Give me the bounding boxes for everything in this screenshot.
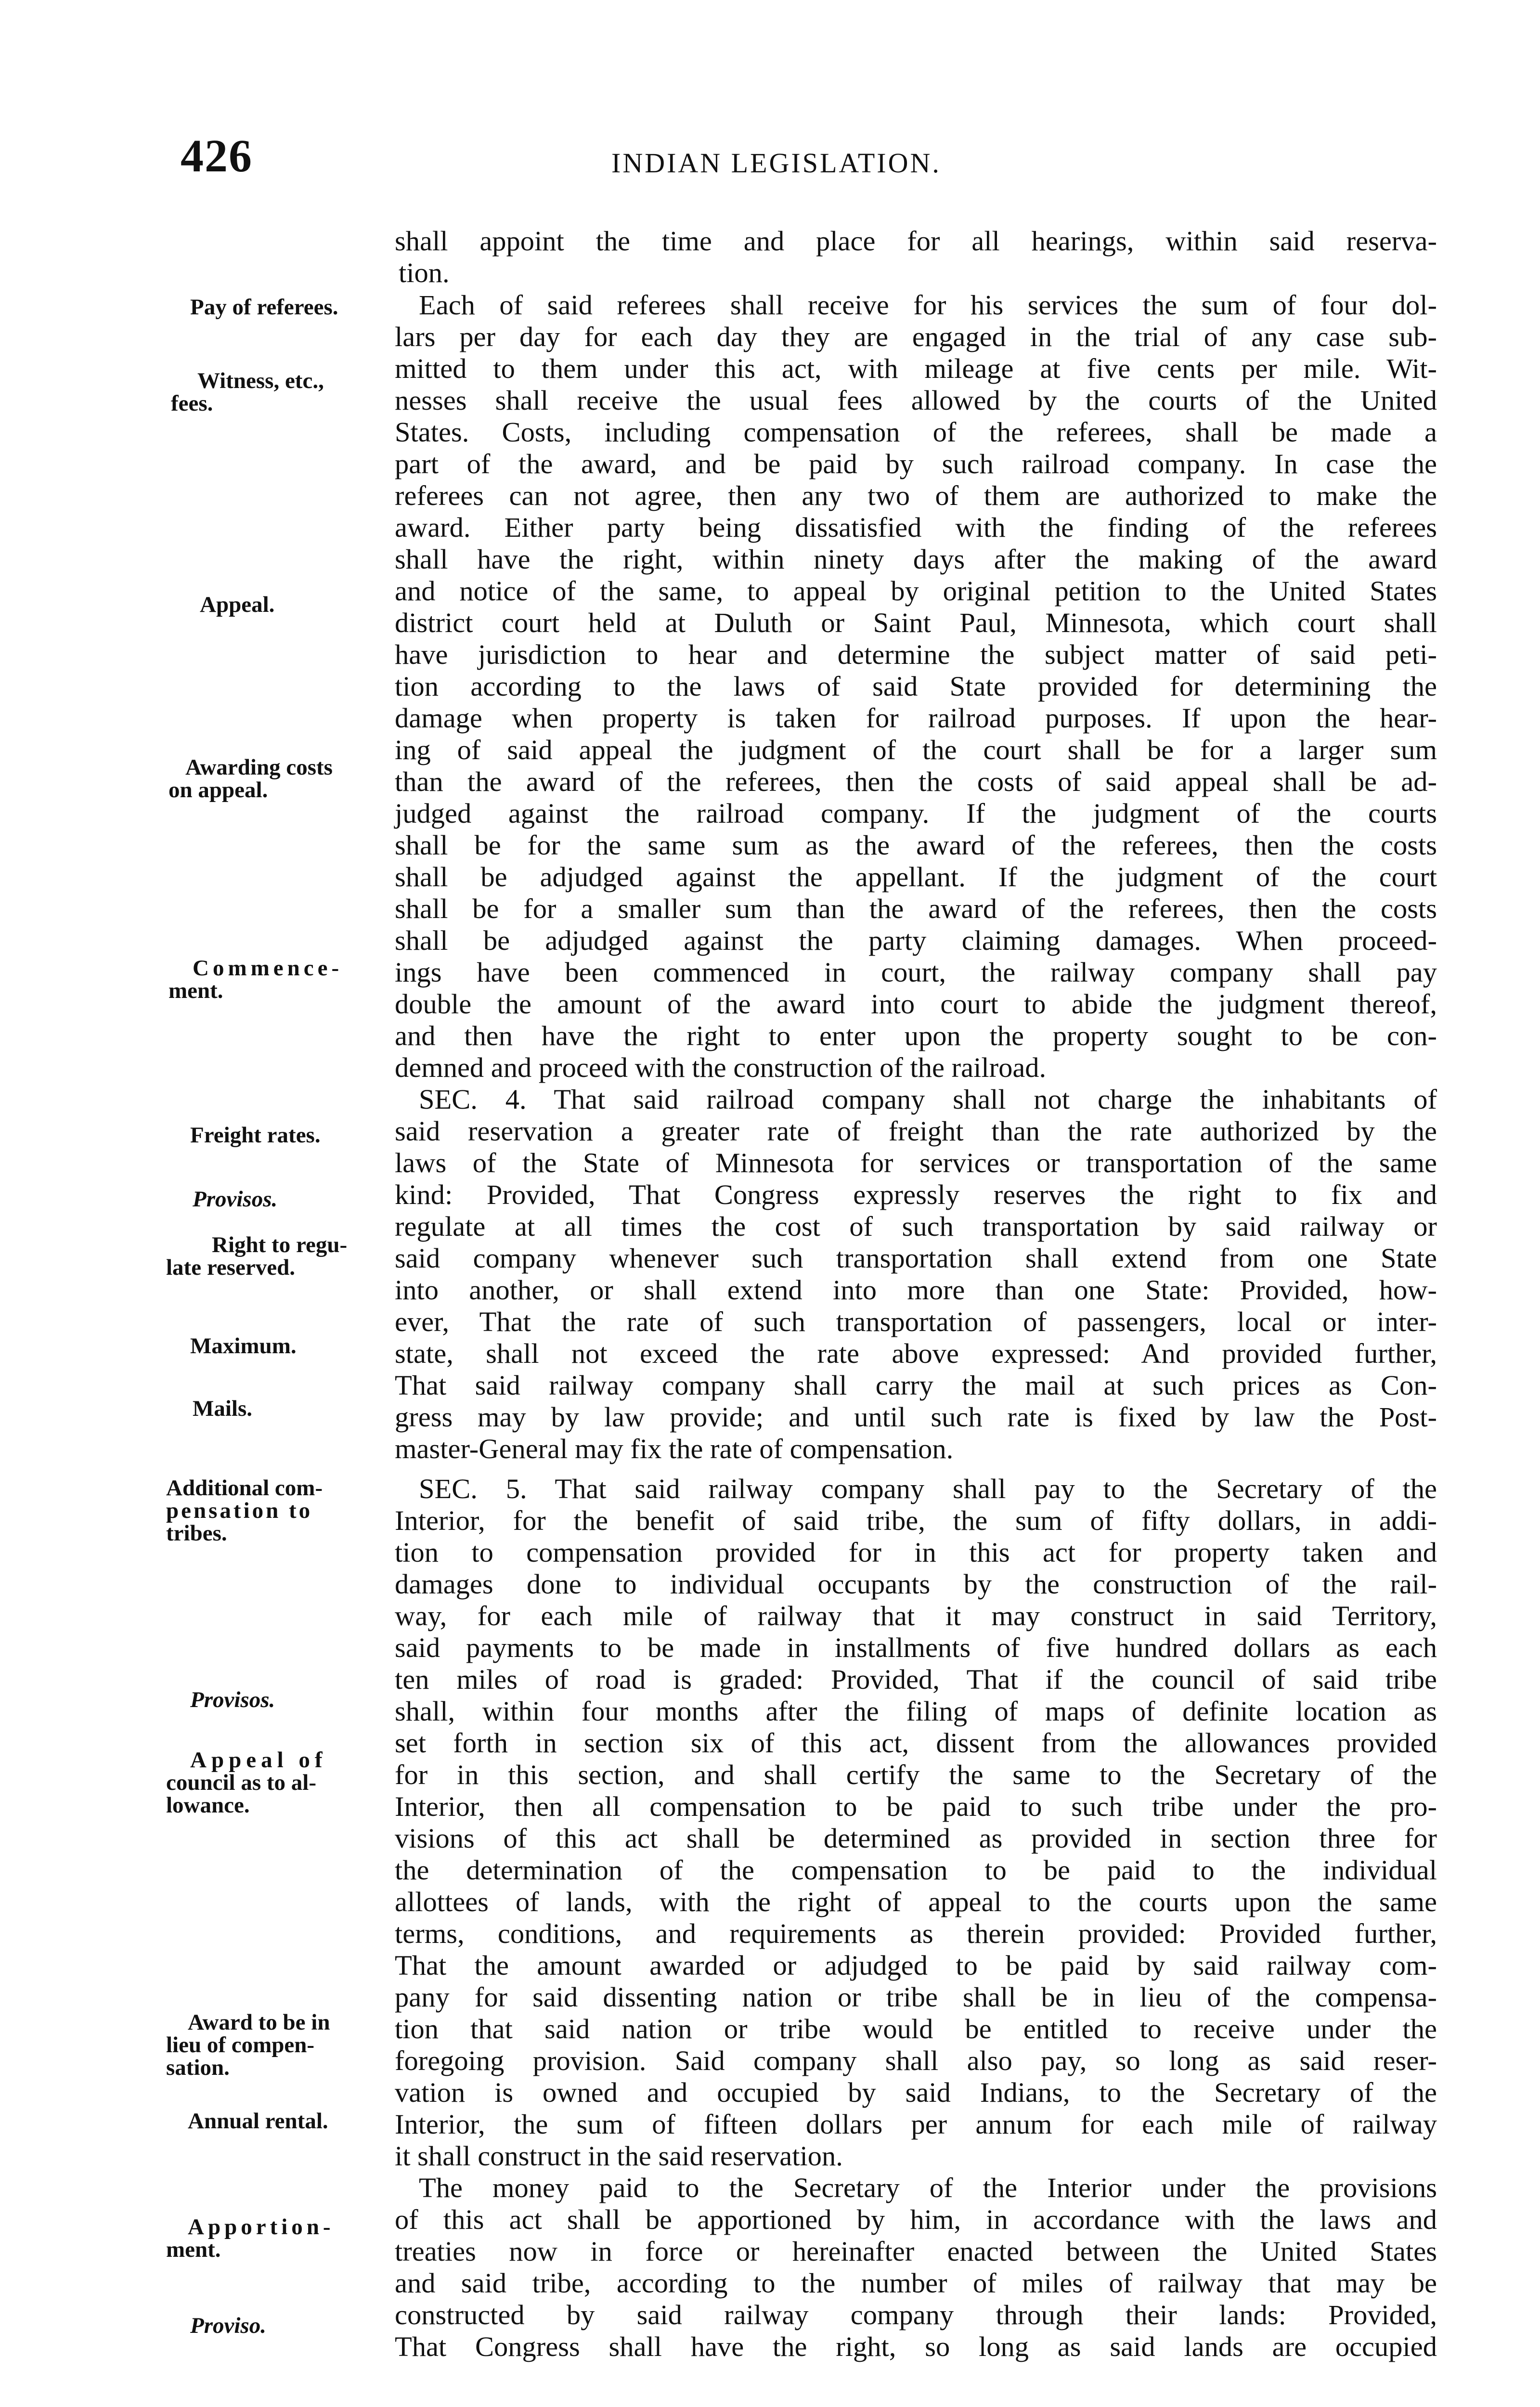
text-line: shall have the right, within ninety days after the making of the award [395,544,1437,575]
text-line: pany for said dissenting nation or tribe shall be in lieu of the compensa- [395,1981,1437,2013]
margin-note-awarding-costs-2: on appeal. [168,777,268,802]
text-line: That said railway company shall carry the mail at such prices as Con- [395,1370,1437,1401]
text-line: laws of the State of Minnesota for services or transportation of the same [395,1147,1437,1178]
margin-note-proviso: Proviso. [190,2313,266,2338]
text-line: vation is owned and occupied by said Indians, to the Secretary of the [395,2077,1437,2108]
text-line: state, shall not exceed the rate above expressed: And provided further, [395,1338,1437,1369]
margin-note-right-to-regulate-1: Right to regu- [212,1232,348,1257]
margin-note-commencement-1: Commence- [193,956,343,981]
text-line: said company whenever such transportation shall extend from one State [395,1242,1437,1274]
text-line: demned and proceed with the construction of the railroad. [395,1052,1047,1083]
text-line: tion according to the laws of said State provided for determining the [395,671,1437,702]
text-line: ing of said appeal the judgment of the court shall be for a larger sum [395,734,1437,765]
text-line: Interior, for the benefit of said tribe, the sum of fifty dollars, in addi- [395,1505,1437,1536]
text-line: foregoing provision. Said company shall also pay, so long as said reser- [395,2045,1437,2076]
text-line: kind: Provided, That Congress expressly reserves the right to fix and [395,1179,1437,1210]
text-line: than the award of the referees, then the costs of said appeal shall be ad- [395,766,1437,797]
text-line: visions of this act shall be determined as provided in section three for [395,1823,1437,1854]
text-line: tion to compensation provided for in this act for property taken and [395,1537,1437,1568]
margin-note-provisos-2: Provisos. [190,1687,275,1712]
text-line: That the amount awarded or adjudged to be paid by said railway com- [395,1950,1437,1981]
margin-note-pay-of-referees: Pay of referees. [190,295,338,320]
margin-note-appeal-of-council-3: lowance. [166,1793,250,1818]
text-line: double the amount of the award into court to abide the judgment thereof, [395,988,1437,1020]
margin-note-maximum: Maximum. [190,1333,297,1359]
text-line: treaties now in force or hereinafter enacted between the United States [395,2236,1437,2267]
margin-note-award-in-lieu-2: lieu of compen- [166,2032,315,2058]
text-line: it shall construct in the said reservation. [395,2140,843,2172]
text-line: shall be for a smaller sum than the award of the referees, then the costs [395,893,1437,924]
text-line: and notice of the same, to appeal by original petition to the United States [395,575,1437,607]
text-line: gress may by law provide; and until such rate is fixed by law the Post- [395,1401,1437,1433]
text-line: shall be adjudged against the party claiming damages. When proceed- [395,925,1437,956]
text-line: The money paid to the Secretary of the Interior under the provisions [419,2172,1437,2203]
text-line: ten miles of road is graded: Provided, That if the council of said tribe [395,1664,1437,1695]
margin-note-provisos-1: Provisos. [193,1187,278,1212]
text-line: ever, That the rate of such transportation of passengers, local or inter- [395,1306,1437,1337]
text-line: damages done to individual occupants by the construction of the rail- [395,1568,1437,1600]
margin-note-right-to-regulate-2: late reserved. [166,1255,295,1280]
margin-note-apportionment-2: ment. [166,2237,221,2262]
margin-note-appeal: Appeal. [200,592,275,617]
text-line: tion that said nation or tribe would be entitled to receive under the [395,2013,1437,2045]
text-line: Each of said referees shall receive for his services the sum of four dol- [419,289,1437,321]
page-number: 426 [181,130,253,181]
text-line: shall be adjudged against the appellant. If the judgment of the court [395,861,1437,893]
margin-note-award-in-lieu-3: sation. [166,2055,230,2080]
text-line: shall appoint the time and place for all hearings, within said reserva- [395,225,1437,257]
text-line: nesses shall receive the usual fees allowed by the courts of the United [395,385,1437,416]
text-line: damage when property is taken for railroad purposes. If upon the hear- [395,702,1437,734]
text-line: for in this section, and shall certify the same to the Secretary of the [395,1759,1437,1790]
text-line-sec-4: SEC. 4. That said railroad company shall not charge the inhabitants of [419,1084,1437,1115]
text-line: judged against the railroad company. If the judgment of the courts [395,798,1437,829]
text-line: ings have been commenced in court, the railway company shall pay [395,957,1437,988]
text-line: said reservation a greater rate of freight than the rate authorized by the [395,1115,1437,1147]
text-line: States. Costs, including compensation of the referees, shall be made a [395,416,1437,448]
margin-note-appeal-of-council-2: council as to al- [166,1770,317,1795]
text-line: into another, or shall extend into more than one State: Provided, how- [395,1274,1437,1306]
text-line: Interior, then all compensation to be paid to such tribe under the pro- [395,1791,1437,1822]
margin-note-witness-fees-1: Witness, etc., [197,368,324,393]
margin-note-witness-fees-2: fees. [171,391,213,416]
margin-note-annual-rental: Annual rental. [188,2109,328,2134]
margin-note-commencement-2: ment. [168,978,223,1003]
margin-note-additional-compensation-2: pensation to [166,1498,313,1523]
text-line: tion. [399,257,450,288]
text-line: referees can not agree, then any two of them are authorized to make the [395,480,1437,511]
text-line: of this act shall be apportioned by him, in accordance with the laws and [395,2204,1437,2235]
margin-note-apportionment-1: Apportion- [188,2214,335,2239]
text-line: shall be for the same sum as the award of the referees, then the costs [395,829,1437,861]
text-line: terms, conditions, and requirements as therein provided: Provided further, [395,1918,1437,1949]
text-line: district court held at Duluth or Saint Paul, Minnesota, which court shall [395,607,1437,638]
text-line: lars per day for each day they are engaged in the trial of any case sub- [395,321,1437,352]
text-line: mitted to them under this act, with mileage at five cents per mile. Wit- [395,353,1437,384]
text-line: the determination of the compensation to be paid to the individual [395,1854,1437,1886]
text-line: award. Either party being dissatisfied with the finding of the referees [395,512,1437,543]
text-line: master-General may fix the rate of compensation. [395,1433,954,1464]
text-line: shall, within four months after the filing of maps of definite location as [395,1695,1437,1727]
margin-note-appeal-of-council-1: Appeal of [190,1747,327,1773]
text-line: constructed by said railway company through their lands: Provided, [395,2299,1437,2330]
text-line: set forth in section six of this act, dissent from the allowances provided [395,1727,1437,1759]
margin-note-mails: Mails. [193,1396,253,1421]
text-line: allottees of lands, with the right of appeal to the courts upon the same [395,1886,1437,1917]
text-line: said payments to be made in installments of five hundred dollars as each [395,1632,1437,1663]
text-line: and then have the right to enter upon the property sought to be con- [395,1020,1437,1051]
margin-note-awarding-costs-1: Awarding costs [185,755,333,780]
margin-note-freight-rates: Freight rates. [190,1123,321,1148]
text-line-sec-5: SEC. 5. That said railway company shall pay to the Secretary of the [419,1473,1437,1504]
text-line: and said tribe, according to the number of miles of railway that may be [395,2267,1437,2299]
margin-note-award-in-lieu-1: Award to be in [188,2010,330,2035]
text-line: way, for each mile of railway that it may construct in said Territory, [395,1600,1437,1631]
margin-note-additional-compensation-3: tribes. [166,1521,227,1546]
running-head: INDIAN LEGISLATION. [611,147,941,179]
text-line: have jurisdiction to hear and determine the subject matter of said peti- [395,639,1437,670]
text-line: That Congress shall have the right, so long as said lands are occupied [395,2331,1437,2362]
margin-note-additional-compensation-1: Additional com- [166,1475,323,1501]
text-line: part of the award, and be paid by such railroad company. In case the [395,448,1437,479]
text-line: regulate at all times the cost of such transportation by said railway or [395,1211,1437,1242]
text-line: Interior, the sum of fifteen dollars per annum for each mile of railway [395,2109,1437,2140]
